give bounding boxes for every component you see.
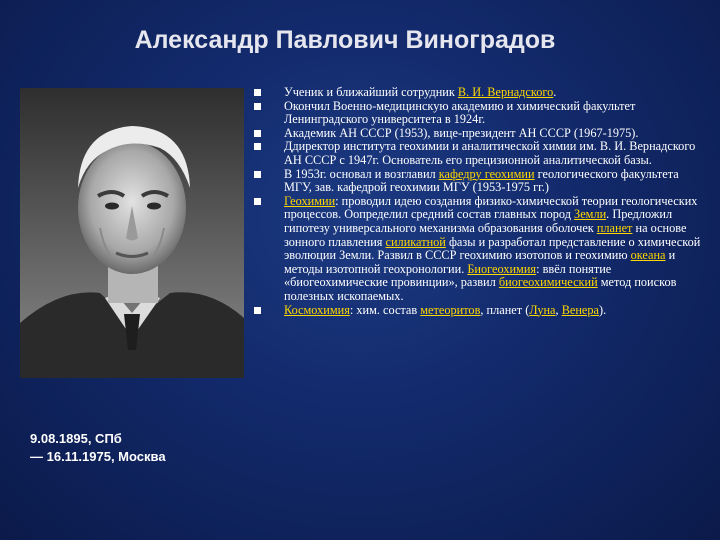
- bullet-square-icon: [254, 143, 261, 150]
- bullet-text: фазы и разработал представление о химической эволюции Земли. Развил в СССР геохимию изотопов и геохимию: [284, 234, 701, 263]
- bullet-text: : хим. состав: [349, 302, 421, 317]
- bullet-item: [254, 100, 704, 127]
- bullet-square-icon: [254, 103, 261, 110]
- bullet-text: В 1953г. основал и возглавил: [284, 166, 439, 181]
- bullet-link[interactable]: океана: [630, 248, 666, 263]
- bullet-text: на основе зонного плавления: [284, 220, 687, 249]
- bullet-text: : проводил идею создания физико-химической теории геологических процессов. Оопределил средний состав главных пород: [284, 193, 698, 222]
- bullet-text: Ддиректор института геохимии и аналитической химии им. В. И. Вернадского АН СССР с 1947г. Основатель его прецизионной аналитической базы.: [284, 139, 696, 167]
- bullet-list: [254, 86, 704, 317]
- bullet-text: Ученик и ближайший сотрудник: [284, 85, 458, 99]
- bullet-link[interactable]: Биогеохимия: [467, 261, 537, 276]
- bullet-text: . Предложил гипотезу универсального механизма образования оболочек: [284, 207, 673, 235]
- slide-title: Александр Павлович Виноградов: [134, 26, 556, 54]
- bullet-text: , планет (: [480, 302, 530, 317]
- bullet-text: .: [553, 85, 557, 99]
- bullet-link[interactable]: Геохимии: [284, 193, 336, 208]
- bullet-text: Академик АН СССР (1953), вице-президент АН СССР (1967-1975).: [284, 125, 639, 140]
- portrait-image: [20, 88, 244, 378]
- birth-date: 9.08.1895, СПб: [30, 431, 122, 446]
- bullet-link[interactable]: Космохимия: [284, 302, 350, 317]
- bullet-item: [254, 304, 704, 318]
- bullet-text: ,: [555, 302, 562, 317]
- bullet-link[interactable]: силикатной: [385, 234, 446, 249]
- bullet-square-icon: [254, 89, 261, 96]
- portrait-photo: [20, 88, 244, 378]
- bullet-text: геологического факультета МГУ, зав. кафедрой геохимии МГУ (1953-1975 гг.): [284, 166, 679, 195]
- death-date: — 16.11.1975, Москва: [30, 449, 166, 464]
- bullet-link[interactable]: планет: [596, 220, 633, 235]
- bullet-item: [254, 195, 704, 304]
- bullet-link[interactable]: Луна: [529, 302, 556, 317]
- bullet-item: [254, 127, 704, 141]
- bullet-item: [254, 168, 704, 195]
- bullet-text: : ввёл понятие «биогеохимические провинции», развил: [284, 261, 612, 290]
- bullet-square-icon: [254, 198, 261, 205]
- bullet-link[interactable]: Земли: [574, 207, 607, 222]
- bullet-square-icon: [254, 307, 261, 314]
- bullet-link[interactable]: кафедру геохимии: [438, 166, 535, 181]
- life-dates: [30, 430, 166, 466]
- bullet-text: ).: [599, 302, 607, 317]
- bullet-link[interactable]: В. И. Вернадского: [457, 85, 554, 99]
- bullet-link[interactable]: биогеохимический: [498, 275, 598, 290]
- bullet-square-icon: [254, 130, 261, 137]
- bullet-square-icon: [254, 171, 261, 178]
- bullet-item: [254, 140, 704, 167]
- bullet-text: и методы изотопной геохронологии.: [284, 248, 676, 276]
- bullet-link[interactable]: метеоритов: [420, 302, 481, 317]
- bullet-text: метод поисков полезных ископаемых.: [284, 275, 677, 303]
- bullet-item: [254, 86, 704, 100]
- bullet-link[interactable]: Венера: [561, 302, 599, 317]
- bullet-text: Окончил Военно-медицинскую академию и химический факультет Ленинградского университета в 1924г.: [284, 98, 636, 127]
